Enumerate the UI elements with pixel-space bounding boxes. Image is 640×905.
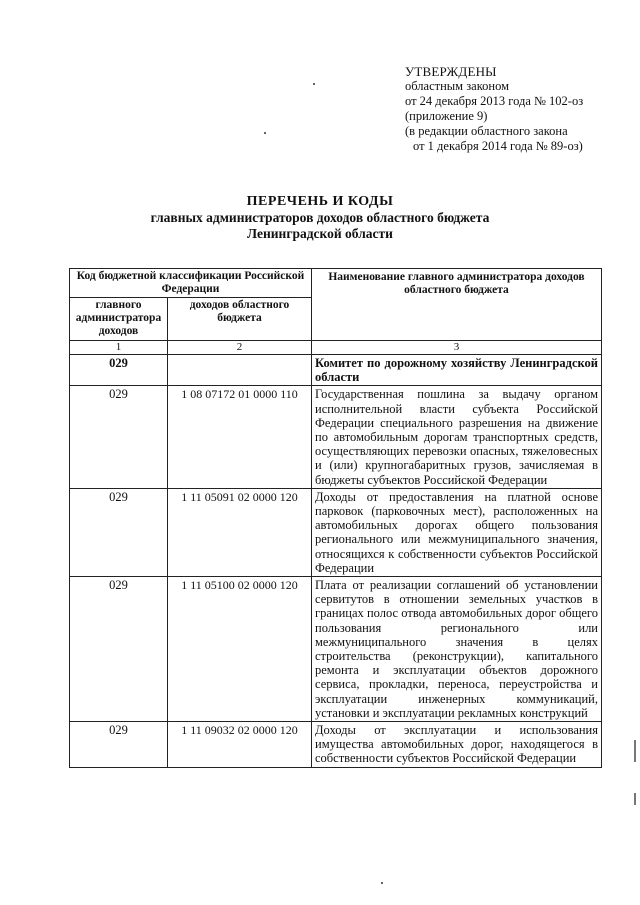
name-cell: Доходы от эксплуатации и использования имущества автомобильных дорог, находящегося в собственности субъектов Российской Федерации [312,722,602,768]
admin-code-cell: 029 [70,488,168,576]
title-line: главных администраторов доходов областного бюджета [150,210,490,225]
table-row [70,355,602,386]
header-administrator-name: Наименование главного администратора доходов областного бюджета [312,269,602,341]
admin-code-cell: 029 [70,577,168,722]
scan-speck [264,132,266,134]
administrators-table [69,268,602,768]
income-code-cell [168,355,312,386]
income-code-cell: 1 11 09032 02 0000 120 [168,722,312,768]
title-line: ПЕРЕЧЕНЬ И КОДЫ [246,194,394,209]
table-row [70,577,602,722]
table-row [70,722,602,768]
document-title [120,194,520,242]
name-cell: Доходы от предоставления на платной основе парковок (парковочных мест), расположенных на автомобильных дорогах общего пользования регионального или межмуниципального значения, относящихся к собственности субъектов Российской Федерации [312,488,602,576]
index-cell: 1 [70,341,168,355]
name-cell: Плата от реализации соглашений об установлении сервитутов в отношении земельных участков в границах полос отвода автомобильных дорог общего пользования регионального или межмуниципального значения в целях строительства (реконструкции), капитального ремонта и эксплуатации объектов дорожного сервиса, прокладки, переноса, переустройства и эксплуатации инженерных коммуникаций, установки и эксплуатации рекламных конструкций [312,577,602,722]
income-code-cell: 1 08 07172 01 0000 110 [168,386,312,488]
table-header-row [70,269,602,298]
header-admin-code: главного администратора доходов [70,298,168,341]
income-code-cell: 1 11 05100 02 0000 120 [168,577,312,722]
index-cell: 3 [312,341,602,355]
header-classification-code: Код бюджетной классификации Российской Федерации [70,269,312,298]
scan-edge-mark [634,793,636,805]
name-cell: Комитет по дорожному хозяйству Ленинградской области [312,355,602,386]
index-cell: 2 [168,341,312,355]
approval-line: от 1 декабря 2014 года № 89-оз) [413,139,583,153]
income-code-cell: 1 11 05091 02 0000 120 [168,488,312,576]
table-row [70,386,602,488]
table-index-row [70,341,602,355]
approval-line: (приложение 9) [405,109,488,123]
scan-edge-mark [634,740,636,762]
admin-code-cell: 029 [70,355,168,386]
approval-line: (в редакции областного закона [405,124,568,138]
table-row [70,488,602,576]
admin-code-cell: 029 [70,386,168,488]
title-line: Ленинградской области [247,226,393,241]
header-income-code: доходов областного бюджета [168,298,312,341]
approval-heading: УТВЕРЖДЕНЫ [405,64,497,79]
scan-speck [381,882,383,884]
admin-code-cell: 029 [70,722,168,768]
approval-line: от 24 декабря 2013 года № 102-оз [405,94,584,108]
approval-block [405,64,635,154]
name-cell: Государственная пошлина за выдачу органом исполнительной власти субъекта Российской Федерации специального разрешения на движение по автомобильным дорогам транспортных средств, осуществляющих перевозки опасных, тяжеловесных и (или) крупногабаритных грузов, зачисляемая в бюджеты субъектов Российской Федерации [312,386,602,488]
approval-line: областным законом [405,79,510,93]
scan-speck [313,83,315,85]
